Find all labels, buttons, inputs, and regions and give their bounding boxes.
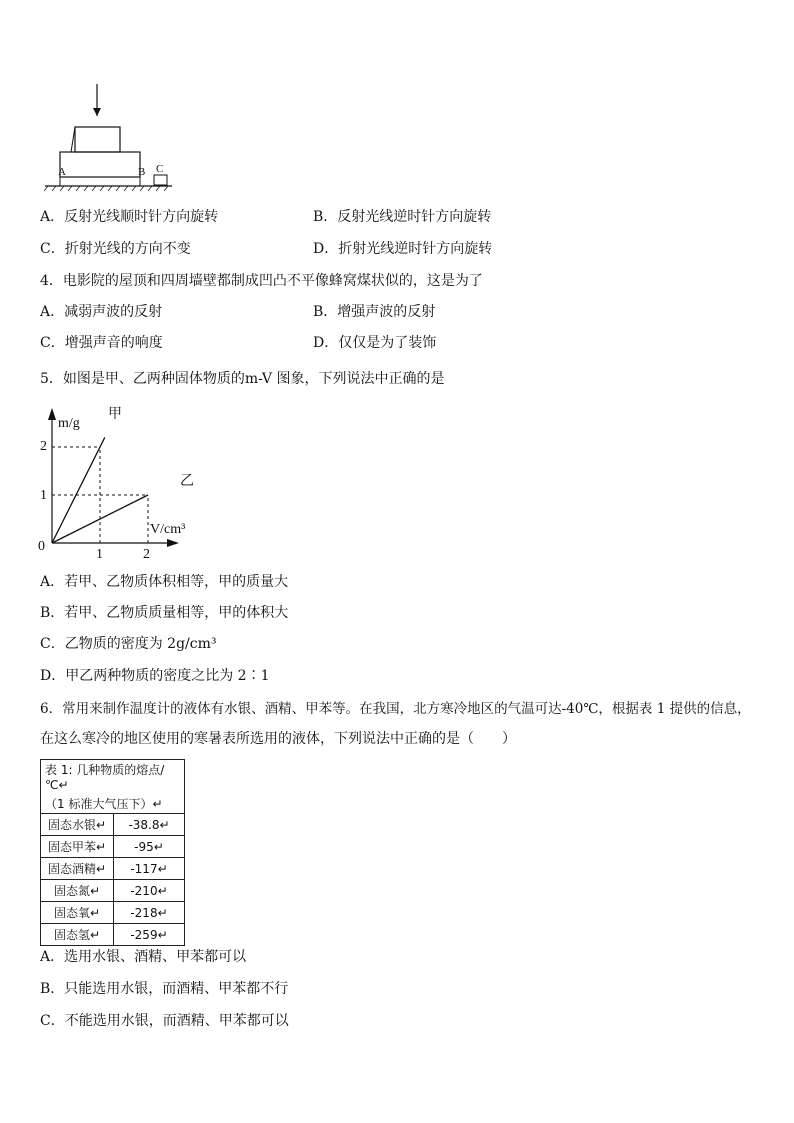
q6-stem-line1: 6．常用来制作温度计的液体有水银、酒精、甲苯等。在我国，北方寒冷地区的气温可达-40℃，根据表 1 提供的信息， bbox=[40, 701, 751, 717]
table-row bbox=[41, 836, 185, 858]
origin-label: 0 bbox=[38, 539, 45, 554]
row-value: -210↵ bbox=[114, 880, 185, 902]
q5-stem: 5．如图是甲、乙两种固体物质的m-V 图象，下列说法中正确的是 bbox=[40, 371, 445, 387]
label-b: B bbox=[138, 166, 146, 178]
glass-block-figure bbox=[40, 82, 180, 192]
row-value: -259↵ bbox=[114, 924, 185, 946]
label-c: C bbox=[156, 163, 164, 175]
series-line-jia bbox=[52, 437, 105, 543]
table-row bbox=[41, 858, 185, 880]
q4-option-a: A．减弱声波的反射 bbox=[40, 304, 163, 320]
mv-chart bbox=[30, 400, 210, 565]
row-value: -95↵ bbox=[114, 836, 185, 858]
table-row bbox=[41, 924, 185, 946]
row-name: 固态氮↵ bbox=[41, 880, 114, 902]
q6-option-c: C．不能选用水银，而酒精、甲苯都可以 bbox=[40, 1013, 289, 1029]
y-axis-arrowhead bbox=[48, 408, 56, 420]
row-name: 固态酒精↵ bbox=[41, 858, 114, 880]
y-tick-label-1: 1 bbox=[40, 488, 47, 503]
row-name: 固态氧↵ bbox=[41, 902, 114, 924]
q4-option-d: D．仅仅是为了装饰 bbox=[313, 335, 437, 351]
label-a: A bbox=[58, 166, 66, 178]
row-name: 固态氢↵ bbox=[41, 924, 114, 946]
row-name: 固态甲苯↵ bbox=[41, 836, 114, 858]
series-lines bbox=[52, 437, 148, 543]
surface-hatching bbox=[44, 186, 168, 191]
q5-option-a: A．若甲、乙物质体积相等，甲的质量大 bbox=[40, 574, 289, 590]
table-caption-line1: 表 1: 几种物质的熔点/℃↵ bbox=[41, 760, 185, 794]
row-name: 固态水银↵ bbox=[41, 814, 114, 836]
q6-option-a: A．选用水银、酒精、甲苯都可以 bbox=[40, 949, 247, 965]
glass-block-base bbox=[60, 152, 140, 177]
table-row bbox=[41, 814, 185, 836]
q5-option-c: C．乙物质的密度为 2g/cm³ bbox=[40, 636, 217, 652]
melting-point-table bbox=[40, 759, 185, 946]
x-axis-label: V/cm³ bbox=[150, 522, 186, 537]
q5-option-b: B．若甲、乙物质质量相等，甲的体积大 bbox=[40, 605, 289, 621]
x-axis-arrowhead bbox=[167, 539, 179, 547]
q3-option-a: A．反射光线顺时针方向旋转 bbox=[40, 209, 219, 225]
x-tick-label-2: 2 bbox=[143, 547, 150, 562]
q3-option-c: C．折射光线的方向不变 bbox=[40, 241, 191, 257]
incident-ray-arrowhead bbox=[93, 108, 101, 116]
q4-option-b: B．增强声波的反射 bbox=[313, 304, 436, 320]
table-row bbox=[41, 880, 185, 902]
y-axis-label: m/g bbox=[58, 416, 80, 431]
y-tick-label-2: 2 bbox=[40, 439, 47, 454]
base-plate bbox=[60, 177, 140, 186]
q6-option-b: B．只能选用水银，而酒精、甲苯都不行 bbox=[40, 981, 289, 997]
series-label-jia: 甲 bbox=[108, 407, 122, 422]
q3-option-b: B．反射光线逆时针方向旋转 bbox=[313, 209, 492, 225]
q4-stem: 4．电影院的屋顶和四周墙壁都制成凹凸不平像蜂窝煤状似的，这是为了 bbox=[40, 273, 483, 289]
q3-option-d: D．折射光线逆时针方向旋转 bbox=[313, 241, 493, 257]
q4-option-c: C．增强声音的响度 bbox=[40, 335, 163, 351]
q5-option-d: D．甲乙两种物质的密度之比为 2∶1 bbox=[40, 668, 270, 684]
table-caption-line2: （1 标准大气压下）↵ bbox=[41, 793, 185, 814]
q6-stem-line2: 在这么寒冷的地区使用的寒暑表所选用的液体，下列说法中正确的是（ ） bbox=[40, 731, 516, 747]
dashed-guides bbox=[52, 447, 148, 543]
x-tick-label-1: 1 bbox=[96, 547, 103, 562]
series-label-yi: 乙 bbox=[180, 474, 194, 489]
glass-block bbox=[75, 127, 120, 152]
small-block-c bbox=[154, 175, 167, 185]
row-value: -117↵ bbox=[114, 858, 185, 880]
row-value: -218↵ bbox=[114, 902, 185, 924]
row-value: -38.8↵ bbox=[114, 814, 185, 836]
table-row bbox=[41, 902, 185, 924]
